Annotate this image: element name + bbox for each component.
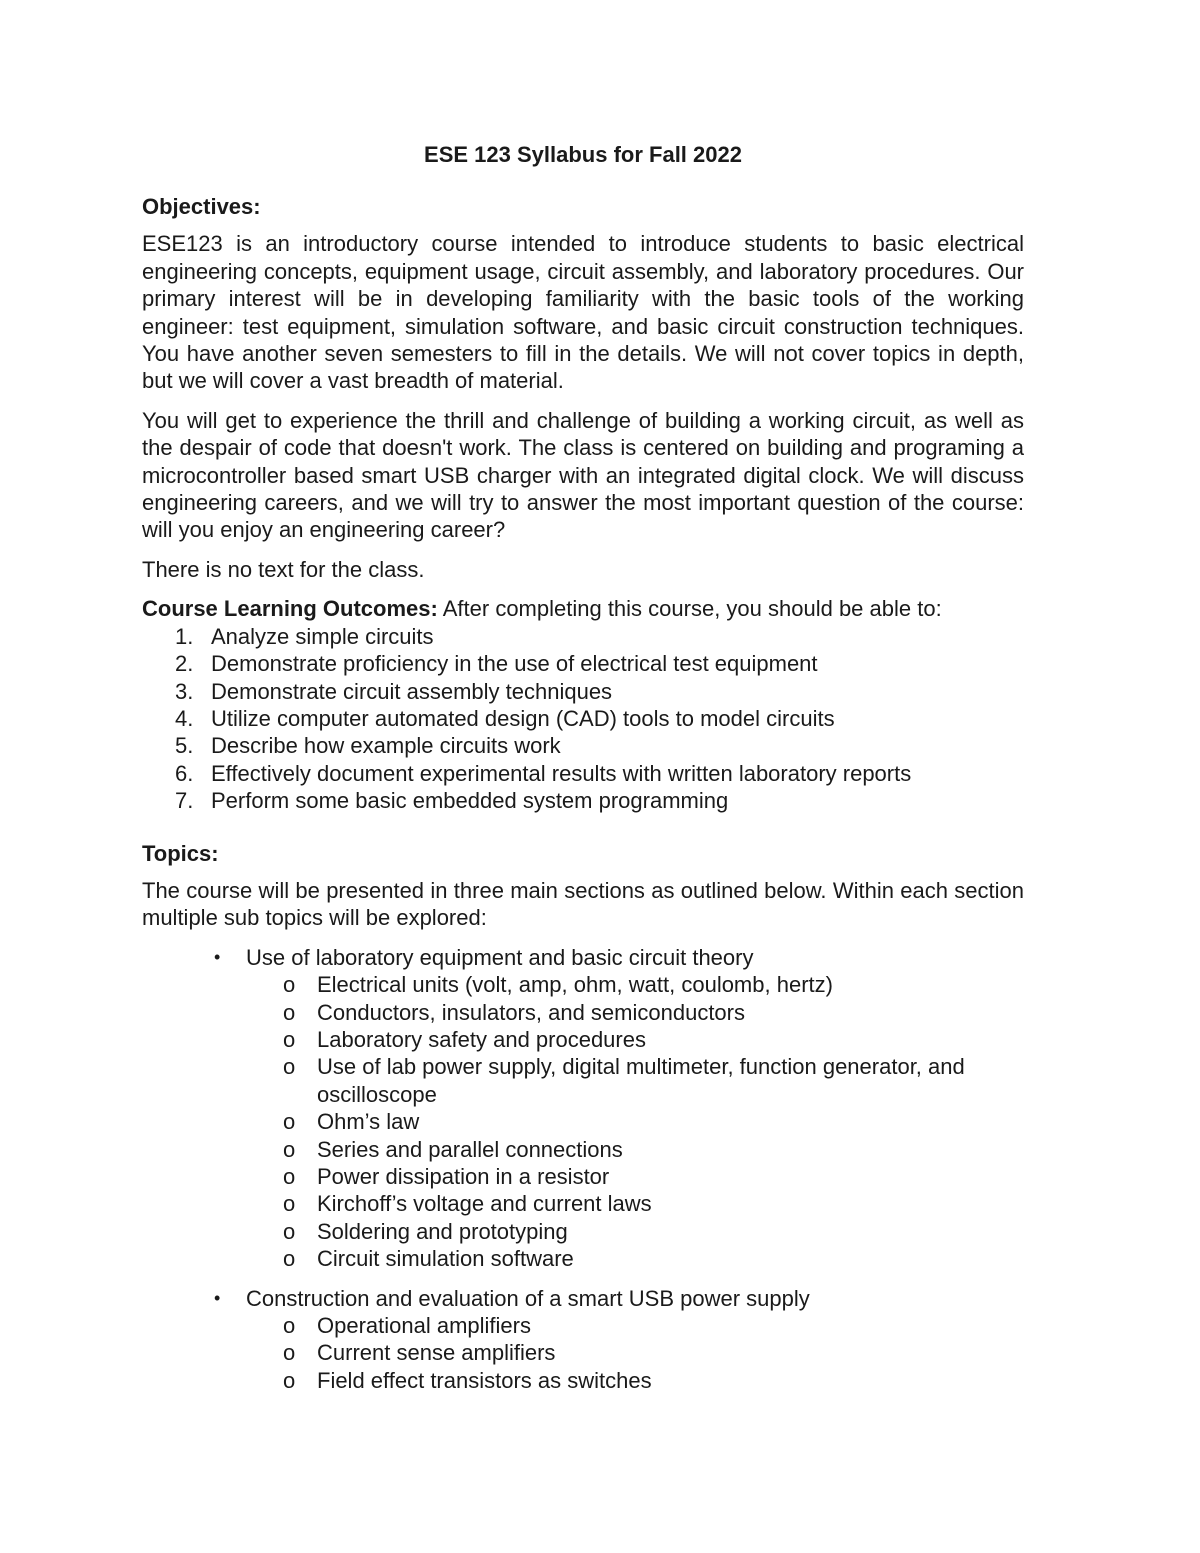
- circle-bullet-icon: o: [283, 1054, 296, 1080]
- subtopic-item: [142, 1339, 1024, 1366]
- circle-bullet-icon: o: [283, 1367, 296, 1393]
- outcomes-heading: Course Learning Outcomes:: [142, 596, 438, 622]
- subtopic-item: [142, 1163, 1024, 1190]
- subtopic-item: [142, 1312, 1024, 1339]
- outcome-number: 7.: [175, 788, 194, 814]
- subtopic-item: [142, 1190, 1024, 1217]
- subtopic-item: [142, 1026, 1024, 1053]
- subtopic-item: [142, 971, 1024, 998]
- topics-sections-list: [142, 944, 1024, 1395]
- outcomes-intro: After completing this course, you should be able to:: [437, 596, 942, 622]
- subtopic-item: [142, 1245, 1024, 1272]
- outcomes-intro-line: [142, 595, 1024, 622]
- outcome-item: [142, 705, 1024, 732]
- objectives-paragraph-3: There is no text for the class.: [142, 556, 425, 582]
- circle-bullet-icon: o: [283, 1109, 296, 1135]
- subtopic-item: [142, 999, 1024, 1026]
- circle-bullet-icon: o: [283, 1136, 296, 1162]
- objectives-paragraph-2: You will get to experience the thrill and challenge of building a working circuit, as well as the despair of code that doesn't work. The class is centered on building and programing a microcontroller based smart USB charger with an integrated digital clock. We will discuss engineering careers, and we will try to answer the most important question of the course: will you enjoy an engineering career?: [142, 407, 1024, 543]
- circle-bullet-icon: o: [283, 1164, 296, 1189]
- subtopic-list: [246, 1312, 1024, 1394]
- circle-bullet-icon: o: [283, 1313, 296, 1339]
- circle-bullet-icon: o: [283, 972, 296, 998]
- objectives-paragraph-1: ESE123 is an introductory course intended to introduce students to basic electrical engineering concepts, equipment usage, circuit assembly, and laboratory procedures. Our primary interest will be in developing familiarity with the basic tools of the working engineer: test equipment, simulation software, and basic circuit construction techniques. You have another seven semesters to fill in the details. We will not cover topics in depth, but we will cover a vast breadth of material.: [142, 231, 1024, 394]
- topic-section: [142, 1285, 1024, 1395]
- subtopic-text: Soldering and prototyping: [317, 1218, 568, 1244]
- outcome-item: [142, 760, 1024, 787]
- subtopic-text: Laboratory safety and procedures: [317, 1026, 646, 1052]
- subtopic-text: Kirchoff’s voltage and current laws: [317, 1191, 652, 1217]
- outcome-number: 4.: [175, 705, 194, 731]
- subtopic-item: [142, 1053, 1024, 1108]
- outcome-text: Describe how example circuits work: [211, 733, 561, 759]
- subtopic-text: Circuit simulation software: [317, 1246, 574, 1272]
- outcome-item: [142, 787, 1024, 814]
- circle-bullet-icon: o: [283, 1218, 296, 1244]
- outcomes-list: [142, 623, 1024, 815]
- outcome-number: 1.: [175, 623, 194, 649]
- bullet-icon: •: [214, 946, 221, 967]
- topic-section-label: Construction and evaluation of a smart USB power supply: [246, 1285, 810, 1311]
- bullet-icon: •: [214, 1287, 221, 1308]
- outcome-item: [142, 678, 1024, 705]
- subtopic-item: [142, 1367, 1024, 1394]
- subtopic-list: [246, 971, 1024, 1272]
- outcome-text: Demonstrate circuit assembly techniques: [211, 678, 613, 704]
- subtopic-text: Field effect transistors as switches: [317, 1367, 652, 1393]
- document-title: ESE 123 Syllabus for Fall 2022: [424, 142, 742, 167]
- subtopic-text: Operational amplifiers: [317, 1313, 531, 1339]
- outcome-number: 2.: [175, 651, 194, 677]
- subtopic-text: Conductors, insulators, and semiconductors: [317, 999, 745, 1025]
- outcome-item: [142, 732, 1024, 759]
- circle-bullet-icon: o: [283, 1246, 296, 1272]
- outcome-text: Effectively document experimental results with written laboratory reports: [211, 760, 912, 786]
- topics-heading: Topics:: [142, 840, 219, 866]
- subtopic-item: [142, 1218, 1024, 1245]
- outcome-number: 3.: [175, 678, 194, 704]
- topics-intro: The course will be presented in three main sections as outlined below. Within each section multiple sub topics will be explored:: [142, 877, 1024, 931]
- syllabus-page: [142, 140, 1024, 1406]
- topic-section: [142, 944, 1024, 1273]
- circle-bullet-icon: o: [283, 1340, 296, 1366]
- subtopic-text: Current sense amplifiers: [317, 1340, 556, 1366]
- subtopic-item: [142, 1108, 1024, 1135]
- subtopic-text: Electrical units (volt, amp, ohm, watt, coulomb, hertz): [317, 972, 833, 998]
- outcome-text: Perform some basic embedded system programming: [211, 788, 729, 814]
- outcome-text: Demonstrate proficiency in the use of electrical test equipment: [211, 651, 818, 677]
- outcome-number: 5.: [175, 733, 194, 759]
- objectives-heading: Objectives:: [142, 194, 261, 219]
- subtopic-text: Power dissipation in a resistor: [317, 1164, 610, 1189]
- subtopic-text: Use of lab power supply, digital multimeter, function generator, and oscilloscope: [317, 1054, 965, 1107]
- outcome-item: [142, 650, 1024, 677]
- subtopic-text: Ohm’s law: [317, 1109, 420, 1135]
- outcome-text: Utilize computer automated design (CAD) tools to model circuits: [211, 705, 835, 731]
- outcome-number: 6.: [175, 760, 194, 786]
- subtopic-text: Series and parallel connections: [317, 1136, 623, 1162]
- topic-section-label: Use of laboratory equipment and basic circuit theory: [246, 944, 754, 970]
- subtopic-item: [142, 1136, 1024, 1163]
- circle-bullet-icon: o: [283, 999, 296, 1025]
- circle-bullet-icon: o: [283, 1026, 296, 1052]
- outcome-text: Analyze simple circuits: [211, 623, 434, 649]
- circle-bullet-icon: o: [283, 1191, 296, 1217]
- outcome-item: [142, 623, 1024, 650]
